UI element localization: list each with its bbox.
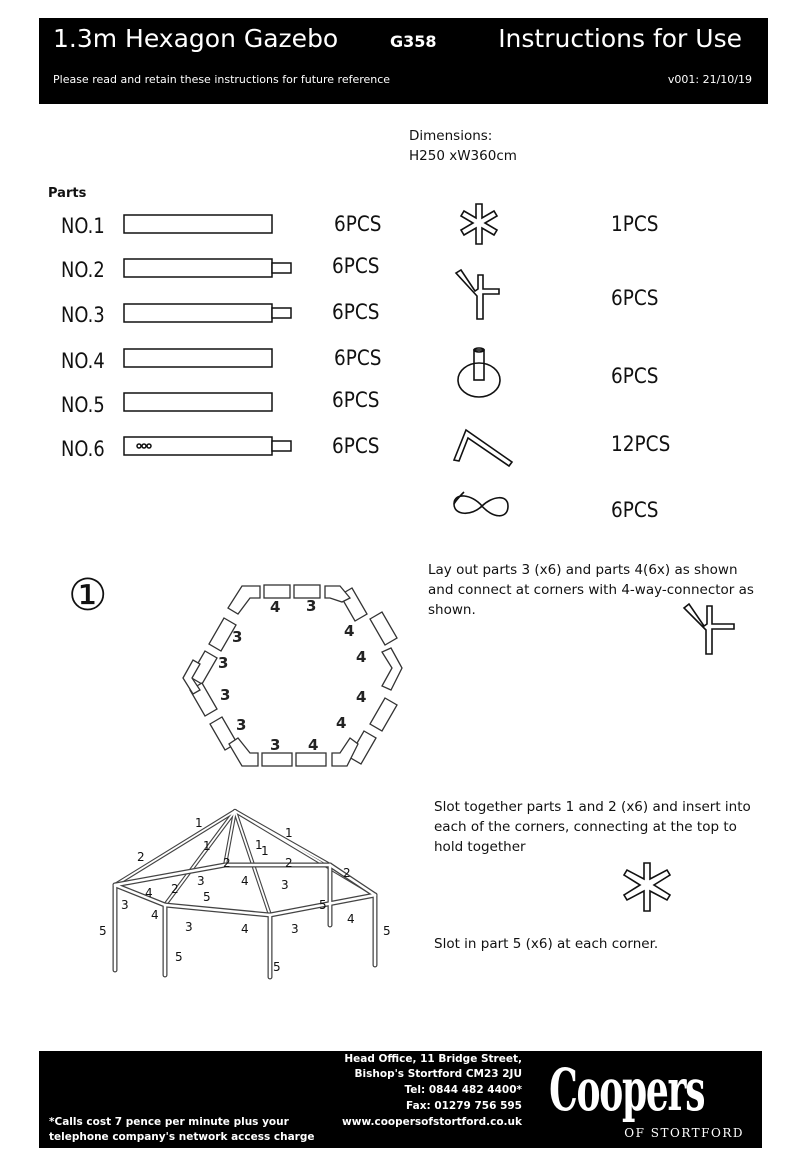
fitting-quantity: 1PCS	[611, 212, 659, 236]
product-code: G358	[390, 32, 437, 51]
document-title: 1.3m Hexagon Gazebo	[53, 24, 339, 53]
fitting-quantity: 6PCS	[611, 286, 659, 310]
frame-label: 3	[197, 874, 205, 888]
frame-label: 1	[285, 826, 293, 840]
four-way-connector-icon	[456, 270, 499, 319]
pole-5-icon	[124, 393, 272, 411]
step-2-text: Slot together parts 1 and 2 (x6) and insert into each of the corners, connecting at the top to hold together	[434, 799, 751, 855]
fitting-quantity: 6PCS	[611, 498, 659, 522]
frame-label: 2	[285, 856, 293, 870]
header-subtitle: Please read and retain these instructions for future reference	[53, 73, 391, 86]
frame-label: 4	[145, 886, 153, 900]
six-way-connector-icon	[618, 860, 678, 916]
foot-plate-icon	[458, 348, 500, 397]
frame-label: 5	[319, 898, 327, 912]
frame-label: 2	[171, 882, 179, 896]
frame-label: 3	[291, 922, 299, 936]
part-quantity: 6PCS	[332, 254, 380, 278]
address-line: Bishop's Stortford CM23 2JU	[354, 1068, 522, 1080]
frame-label: 5	[273, 960, 281, 974]
hexagon-label: 3	[232, 628, 243, 646]
parts-heading: Parts	[48, 186, 87, 201]
hexagon-label: 4	[344, 622, 355, 640]
pole-2-icon	[124, 259, 291, 277]
hexagon-label: 3	[218, 654, 229, 672]
dimensions-label: Dimensions:	[409, 128, 493, 144]
frame-label: 1	[195, 816, 203, 830]
step-3-text: Slot in part 5 (x6) at each corner.	[434, 936, 659, 952]
frame-label: 4	[241, 922, 249, 936]
hexagon-label: 3	[220, 686, 231, 704]
frame-label: 1	[261, 844, 269, 858]
part-label: NO.3	[61, 303, 105, 327]
frame-label: 4	[241, 874, 249, 888]
angle-bracket-icon	[454, 430, 512, 466]
part-quantity: 6PCS	[334, 212, 382, 236]
phone-line: Tel: 0844 482 4400*	[404, 1084, 522, 1096]
poles-illustration	[118, 210, 303, 460]
brand-tagline: OF STORTFORD	[624, 1126, 744, 1140]
frame-label: 5	[99, 924, 107, 938]
pole-6-icon	[124, 437, 291, 455]
frame-label: 1	[255, 838, 263, 852]
frame-label: 5	[383, 924, 391, 938]
six-way-connector-icon	[461, 204, 497, 244]
fitting-quantity: 12PCS	[611, 432, 671, 456]
version-label: v001: 21/10/19	[667, 73, 752, 86]
pole-4-icon	[124, 349, 272, 367]
calls-note-line: *Calls cost 7 pence per minute plus your	[49, 1116, 289, 1128]
hexagon-label: 4	[356, 688, 367, 706]
frame-label: 5	[203, 890, 211, 904]
rope-loop-icon	[454, 492, 508, 516]
part-quantity: 6PCS	[332, 434, 380, 458]
part-label: NO.1	[61, 214, 105, 238]
frame-label: 1	[203, 839, 211, 853]
frame-label: 3	[281, 878, 289, 892]
step-1-text: Lay out parts 3 (x6) and parts 4(6x) as shown and connect at corners with 4-way-connector as shown.	[428, 562, 754, 618]
frame-label: 4	[151, 908, 159, 922]
address-line: Head Office, 11 Bridge Street,	[344, 1053, 522, 1065]
hexagon-layout-diagram	[180, 578, 410, 778]
part-quantity: 6PCS	[334, 346, 382, 370]
step-number: ①	[68, 570, 108, 621]
website-link[interactable]: www.coopersofstortford.co.uk	[342, 1116, 522, 1128]
hexagon-label: 3	[236, 716, 247, 734]
part-label: NO.4	[61, 349, 105, 373]
hexagon-label: 4	[356, 648, 367, 666]
hexagon-label: 4	[336, 714, 347, 732]
calls-note-line: telephone company's network access charge	[49, 1131, 315, 1143]
brand-logo: Coopers	[548, 1056, 704, 1124]
frame-label: 2	[223, 856, 231, 870]
hexagon-label: 4	[270, 598, 281, 616]
part-label: NO.5	[61, 393, 105, 417]
frame-label: 2	[343, 866, 351, 880]
frame-label: 2	[137, 850, 145, 864]
dimensions-value: H250 xW360cm	[409, 148, 517, 164]
hexagon-label: 3	[270, 736, 281, 754]
part-label: NO.2	[61, 258, 105, 282]
header-bar	[39, 18, 768, 104]
fitting-quantity: 6PCS	[611, 364, 659, 388]
part-label: NO.6	[61, 437, 105, 461]
frame-assembly-diagram	[95, 805, 400, 990]
footer-bar	[39, 1051, 762, 1148]
part-quantity: 6PCS	[332, 300, 380, 324]
frame-label: 3	[121, 898, 129, 912]
frame-label: 4	[347, 912, 355, 926]
part-quantity: 6PCS	[332, 388, 380, 412]
four-way-connector-icon	[680, 598, 740, 660]
hexagon-label: 3	[306, 597, 317, 615]
pole-3-icon	[124, 304, 291, 322]
fax-line: Fax: 01279 756 595	[406, 1100, 522, 1112]
frame-label: 3	[185, 920, 193, 934]
fittings-illustration	[450, 200, 520, 530]
frame-label: 5	[175, 950, 183, 964]
hexagon-label: 4	[308, 736, 319, 754]
pole-1-icon	[124, 215, 272, 233]
instructions-title: Instructions for Use	[498, 24, 742, 53]
